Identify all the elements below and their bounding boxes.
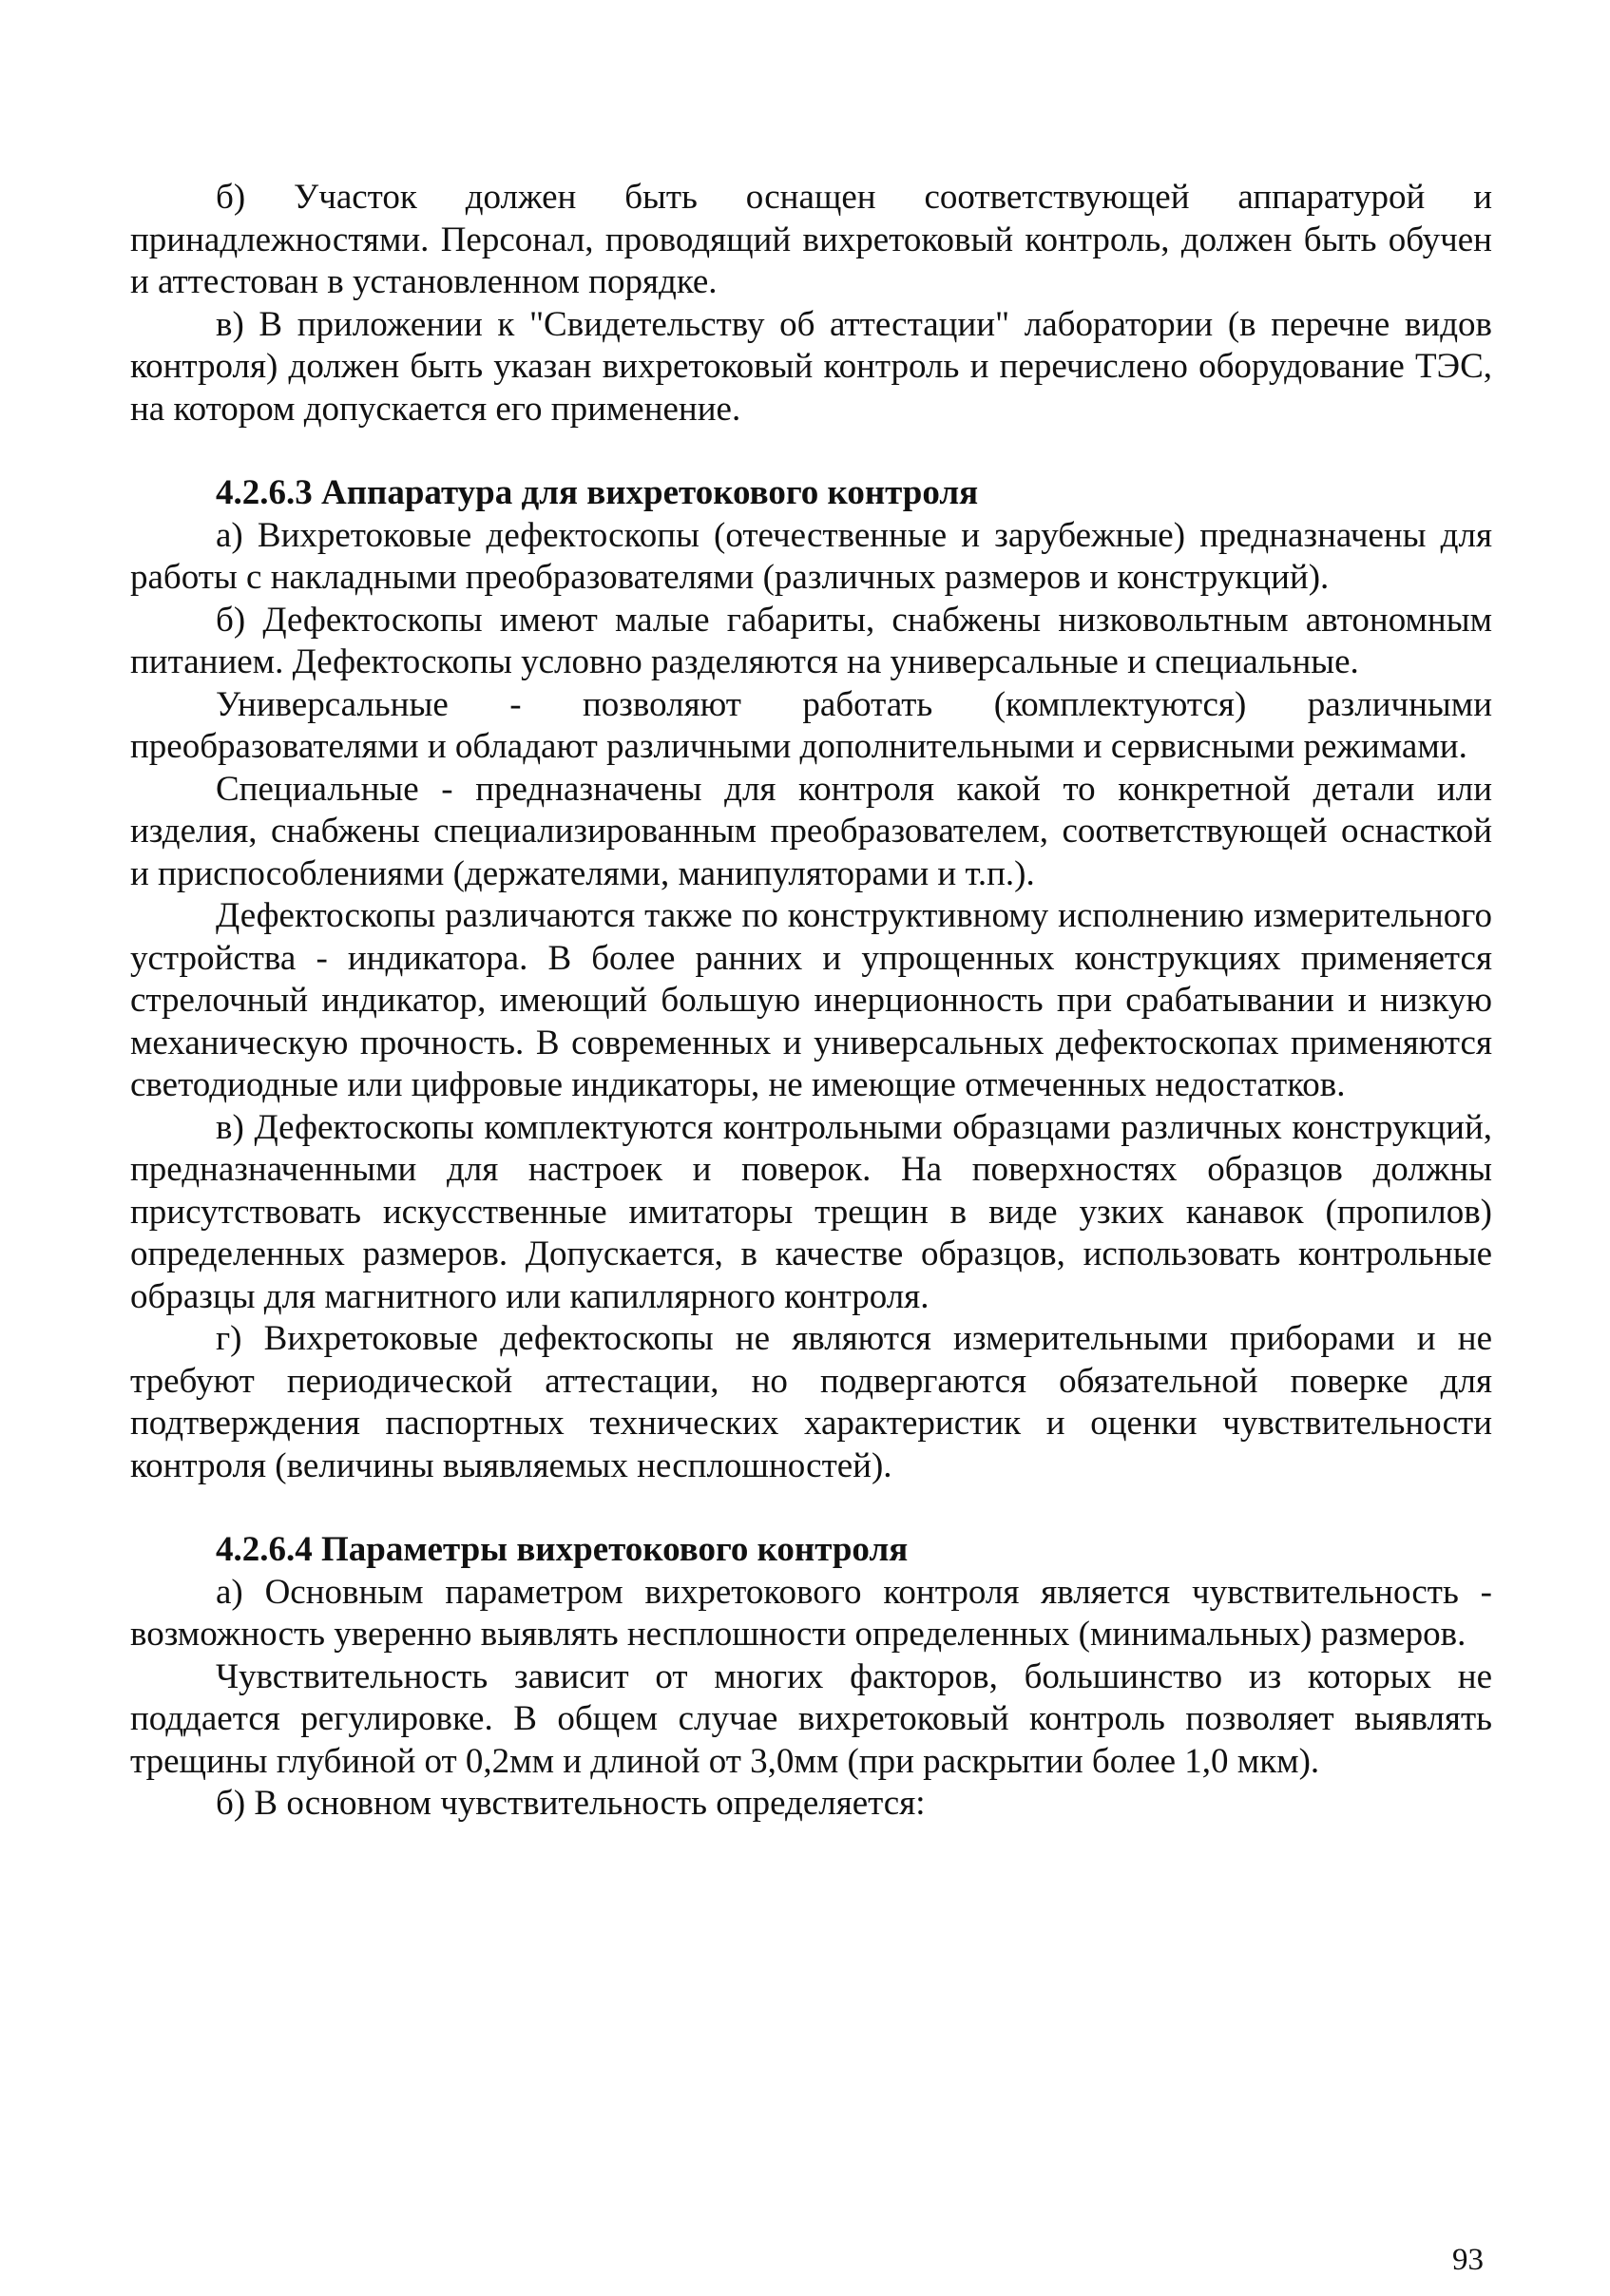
paragraph: г) Вихретоковые дефектоскопы не являются измерительными приборами и не требуют периодической аттестации, но подвергаются обязательной поверке для подтверждения паспортных технических характеристик и оценки чувствительности контроля (величины выявляемых несплошностей). xyxy=(130,1319,1492,1485)
paragraph: Универсальные - позволяют работать (комплектуются) различными преобразователями и обладают различными дополнительными и сервисными режимами. xyxy=(130,684,1492,766)
paragraph: б) Дефектоскопы имеют малые габариты, снабжены низковольтным автономным питанием. Дефектоскопы условно разделяются на универсальные и специальные. xyxy=(130,600,1492,681)
paragraph: в) В приложении к "Свидетельству об аттестации" лаборатории (в перечне видов контроля) должен быть указан вихретоковый контроль и перечислено оборудование ТЭС, на котором допускается его применение. xyxy=(130,304,1492,429)
page-number: 93 xyxy=(1452,2243,1484,2277)
section-heading: 4.2.6.3 Аппаратура для вихретокового контроля xyxy=(216,473,979,512)
section-heading: 4.2.6.4 Параметры вихретокового контроля xyxy=(216,1530,909,1569)
paragraph: а) Вихретоковые дефектоскопы (отечественные и зарубежные) предназначены для работы с накладными преобразователями (различных размеров и конструкций). xyxy=(130,515,1492,597)
paragraph: Дефектоскопы различаются также по конструктивному исполнению измерительного устройства - индикатора. В более ранних и упрощенных конструкциях применяется стрелочный индикатор, имеющий большую инерционность при срабатывании и низкую механическую прочность. В современных и универсальных дефектоскопах применяются светодиодные или цифровые индикаторы, не имеющие отмеченных недостатков. xyxy=(130,896,1492,1104)
paragraph: Специальные - предназначены для контроля какой то конкретной детали или изделия, снабжены специализированным преобразователем, соответствующей оснасткой и приспособлениями (держателями, манипуляторами и т.п.). xyxy=(130,769,1492,893)
paragraph: а) Основным параметром вихретокового контроля является чувствительность - возможность уверенно выявлять несплошности определенных (минимальных) размеров. xyxy=(130,1572,1492,1654)
paragraph: в) Дефектоскопы комплектуются контрольными образцами различных конструкций, предназначенными для настроек и поверок. На поверхностях образцов должны присутствовать искусственные имитаторы трещин в виде узких канавок (пропилов) определенных размеров. Допускается, в качестве образцов, использовать контрольные образцы для магнитного или капиллярного контроля. xyxy=(130,1107,1492,1316)
paragraph: Чувствительность зависит от многих факторов, большинство из которых не поддается регулировке. В общем случае вихретоковый контроль позволяет выявлять трещины глубиной от 0,2мм и длиной от 3,0мм (при раскрытии более 1,0 мкм). xyxy=(130,1656,1492,1781)
paragraph: б) В основном чувствительность определяется: xyxy=(216,1784,926,1823)
paragraph: б) Участок должен быть оснащен соответствующей аппаратурой и принадлежностями. Персонал, проводящий вихретоковый контроль, должен быть обучен и аттестован в установленном порядке. xyxy=(130,178,1492,301)
page-content xyxy=(130,177,1492,1826)
